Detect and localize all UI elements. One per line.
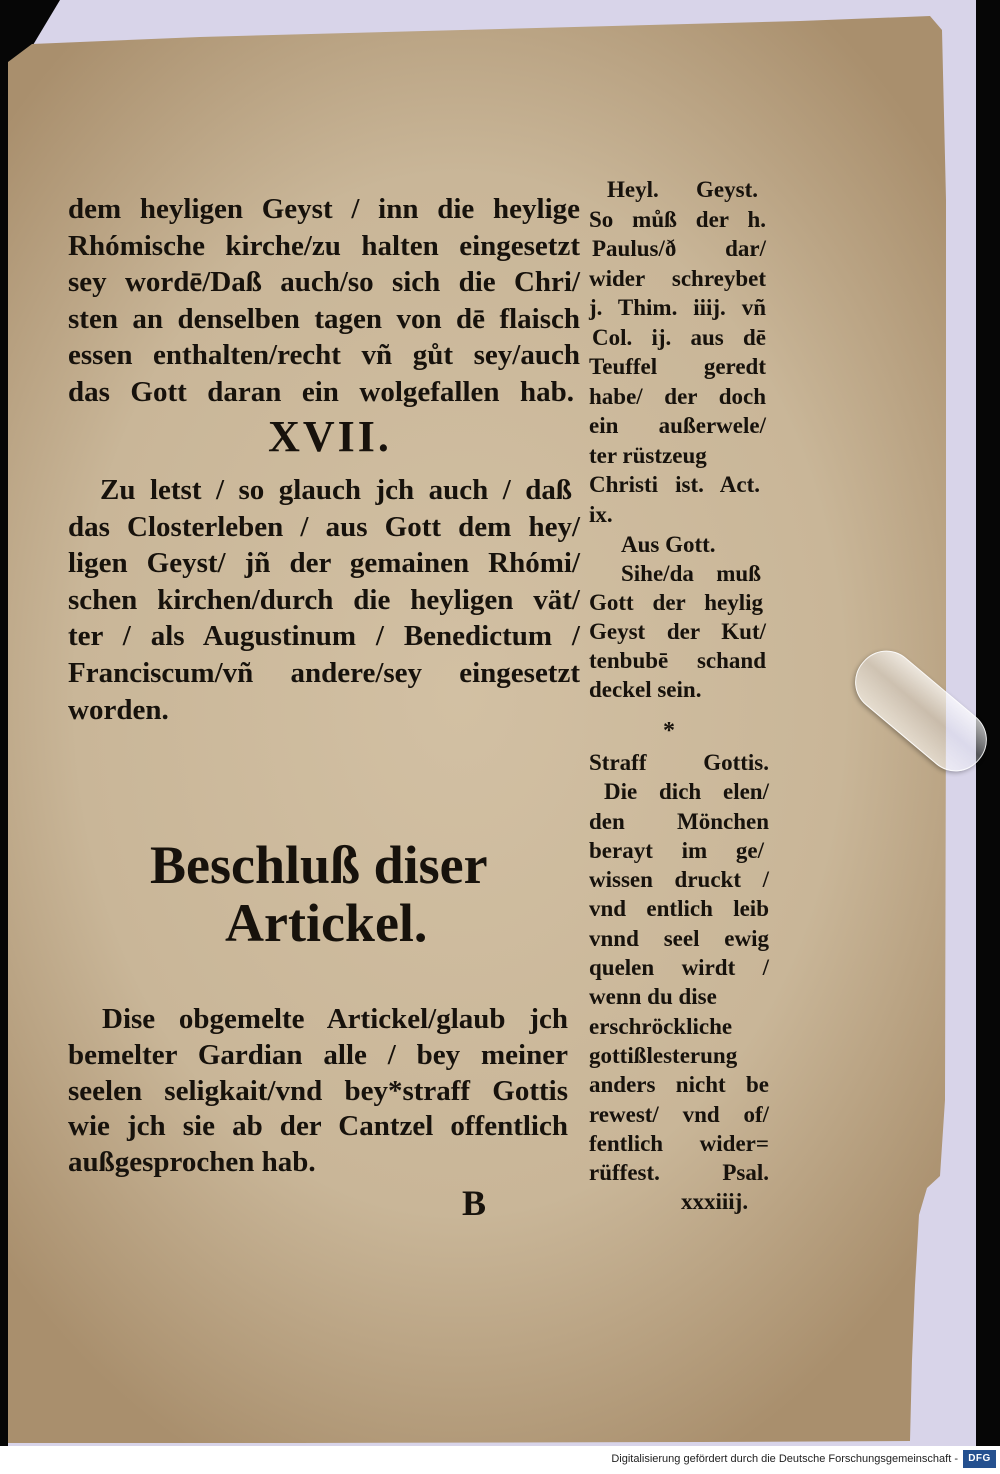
paragraph-1 xyxy=(68,191,580,411)
text-line: ligen Geyst/ jñ der gemainen Rhómi/ xyxy=(68,547,580,580)
text-line: außgesprochen hab. xyxy=(68,1146,316,1178)
section-number: XVII. xyxy=(268,412,392,461)
note-line: habe/ der doch xyxy=(589,383,766,409)
heading-line: Artickel. xyxy=(225,893,428,953)
note-line: quelen wirdt / xyxy=(589,955,769,981)
note-line: Gott der heylig xyxy=(589,590,763,615)
text-line: Franciscum/vñ andere/sey eingesetzt xyxy=(68,656,580,689)
note-line: wider schreybet xyxy=(589,265,766,291)
marginal-note-1 xyxy=(589,175,766,529)
text-line: dem heyligen Geyst / inn die heylige xyxy=(68,193,580,225)
text-line: das Closterleben / aus Gott dem hey/ xyxy=(68,510,580,543)
note-line: Sihe/da muß xyxy=(621,561,761,586)
note-line: tenbubē schand xyxy=(589,648,766,673)
note-line: xxxiiij. xyxy=(681,1189,749,1215)
note-line: wenn du dise xyxy=(589,984,717,1010)
note-line: anders nicht be xyxy=(589,1072,769,1098)
marginal-note-2 xyxy=(589,530,766,704)
note-line: Paulus/ð dar/ xyxy=(592,236,766,261)
paragraph-2 xyxy=(68,472,580,728)
note-line: Teuffel geredt xyxy=(589,354,766,379)
marginal-note-3 xyxy=(589,748,769,1217)
text-line: sey wordē/Daß auch/so sich die Chri/ xyxy=(68,266,580,299)
note-marker: * xyxy=(663,718,675,744)
note-line: So můß der h. xyxy=(589,206,766,232)
note-line: rewest/ vnd of/ xyxy=(589,1101,769,1127)
text-line: bemelter Gardian alle / bey meiner xyxy=(68,1038,568,1071)
text-line: Rhómische kirche/zu halten eingesetzt xyxy=(68,229,580,262)
note-line: Aus Gott. xyxy=(621,532,716,557)
note-line: fentlich wider= xyxy=(589,1130,769,1156)
text-line: das Gott daran ein wolgefallen hab. xyxy=(68,375,574,408)
note-line: erschröckliche xyxy=(589,1013,733,1039)
note-line: ix. xyxy=(589,501,613,527)
text-line: schen kirchen/durch die heyligen vät/ xyxy=(68,583,580,616)
text-line: worden. xyxy=(68,693,169,726)
note-line: Straff Gottis. xyxy=(589,750,769,775)
section-heading xyxy=(140,836,520,952)
text-line: wie jch sie ab der Cantzel offentlich xyxy=(68,1110,568,1143)
heading-line: Beschluß diser xyxy=(150,835,488,895)
text-line: Dise obgemelte Artickel/glaub jch xyxy=(102,1003,568,1035)
text-line: seelen seligkait/vnd bey*straff Gottis xyxy=(68,1074,568,1107)
text-line: sten an denselben tagen von dē flaisch xyxy=(68,302,580,335)
text-line: essen enthalten/recht vñ gůt sey/auch xyxy=(68,339,580,372)
note-line: Geyst der Kut/ xyxy=(589,619,766,644)
dfg-logo: DFG xyxy=(963,1450,996,1468)
digitization-credit: Digitalisierung gefördert durch die Deutsche Forschungsgemeinschaft - xyxy=(611,1453,958,1465)
note-line: vnd entlich leib xyxy=(589,896,769,922)
scan-frame-left xyxy=(0,0,8,1446)
note-line: wissen druckt / xyxy=(589,867,769,893)
note-line: vnnd seel ewig xyxy=(589,925,769,951)
note-line: ter rüstzeug xyxy=(589,442,707,468)
paragraph-3 xyxy=(68,1002,568,1181)
note-line: den Mönchen xyxy=(589,808,769,834)
text-line: Zu letst / so glauch jch auch / daß xyxy=(100,474,572,506)
note-line: ein außerwele/ xyxy=(589,413,766,438)
note-line: deckel sein. xyxy=(589,677,702,702)
signature-mark: B xyxy=(462,1183,487,1223)
note-line: Die dich elen/ xyxy=(604,779,769,805)
note-line: Christi ist. Act. xyxy=(589,472,760,497)
text-line: ter / als Augustinum / Benedictum / xyxy=(68,620,580,653)
note-line: berayt im ge/ xyxy=(589,837,764,863)
note-line: gottißlesterung xyxy=(589,1042,738,1068)
note-line: j. Thim. iiij. vñ xyxy=(589,295,766,320)
note-line: Col. ij. aus dē xyxy=(592,324,766,350)
note-line: rüffest. Psal. xyxy=(589,1160,769,1186)
note-line: Heyl. Geyst. xyxy=(607,177,758,202)
